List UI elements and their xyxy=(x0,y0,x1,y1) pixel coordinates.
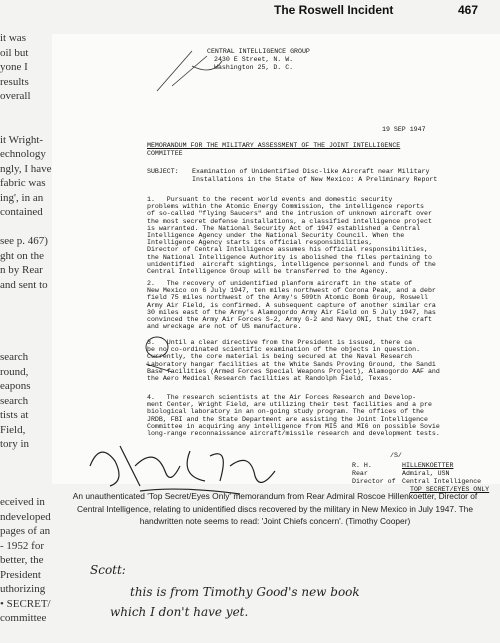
memo-address-line-1: 2430 E Street, N. W. xyxy=(214,56,294,63)
signature-rank: Rear xyxy=(352,470,368,477)
signature-rank-2: Admiral, USN xyxy=(402,470,450,477)
left-column-line: President xyxy=(0,568,41,581)
memo-subject-label: SUBJECT: xyxy=(147,168,179,175)
left-column-line: - 1952 for xyxy=(0,539,44,552)
handwritten-signature xyxy=(80,436,280,496)
left-column-line: fabric was xyxy=(0,177,46,189)
signed-mark: /S/ xyxy=(390,452,402,459)
left-column-line: ing', in an xyxy=(0,191,44,204)
left-column-line: better, the xyxy=(0,554,44,566)
left-column-line: search xyxy=(0,394,29,407)
left-column-line: committee xyxy=(0,612,47,624)
signature-title-1: Director of xyxy=(352,478,396,485)
signature-title-2: Central Intelligence xyxy=(402,478,482,485)
left-column-line: pages of an xyxy=(0,525,51,537)
memo-to-line-2: COMMITTEE xyxy=(147,150,183,157)
left-column-line: search xyxy=(0,351,29,363)
memo-document xyxy=(52,34,500,493)
page-header xyxy=(0,0,500,20)
circled-paragraph-mark xyxy=(142,334,172,374)
handwritten-note xyxy=(90,563,490,633)
memo-paragraph-2: 2. The recovery of unidentified planform aircraft in the state of New Mexico on 6 July 1947, ten miles northwest of Corona Peak, and a debr field 75 miles northwest of the Army's 509th Atomic Bomb Group, Roswell Army Air Field, is confirmed. A subsequent capture of another similar cra 30 miles east of the Army's Alamogordo Army Air Field on 5 July 1947, has convinced the Army Air Forces S-2, Army G-2 and Navy ONI, that the craft and wreckage are not of US manufacture. xyxy=(147,280,436,331)
memo-paragraph-4: 4. The research scientists at the Air Forces Research and Develop- ment Center, Wright Field, are utilizing their test facilities and a pre biological laboratory in an on-going study program. The offices of the JRDB, FBI and the State Department are assisting the Joint Intelligence Committee in acquiring any intelligence from MI5 and MI6 on possible Sovie long-range reconnaissance aircraft/missile research and development tests. xyxy=(147,394,440,438)
left-column-line: eapons xyxy=(0,380,31,392)
left-column-line: Field, xyxy=(0,423,26,436)
left-column-line: ngly, I have xyxy=(0,162,52,175)
left-column-line: see p. 467) xyxy=(0,235,48,247)
memo-subject-line-1: Examination of Unidentified Disc-like Aircraft near Military xyxy=(192,168,430,175)
memo-to-line-1: MEMORANDUM FOR THE MILITARY ASSESSMENT OF THE JOINT INTELLIGENCE xyxy=(147,142,401,149)
memo-date: 19 SEP 1947 xyxy=(382,126,426,133)
memo-subject-line-2: Installations in the State of New Mexico: A Preliminary Report xyxy=(192,176,438,183)
left-column-fragments xyxy=(0,32,52,632)
handnote-line-2: this is from Timothy Good's new book xyxy=(130,585,360,599)
left-column-line: results xyxy=(0,75,29,88)
left-column-line: n by Rear xyxy=(0,264,43,276)
left-column-line: tory in xyxy=(0,438,30,450)
left-column-line: round, xyxy=(0,365,29,378)
running-title: The Roswell Incident xyxy=(274,3,394,17)
left-column-line: ndeveloped xyxy=(0,510,51,523)
left-column-line: oil but xyxy=(0,46,29,59)
handnote-line-3: which I don't have yet. xyxy=(110,605,249,619)
signature-initials: R. H. xyxy=(352,462,372,469)
left-column-line: ght on the xyxy=(0,249,44,262)
memo-paragraph-3: 3. Until a clear directive from the President is issued, there ca be no co-ordinated scientific examination of the objects in question. Currently, the core material is being secured at the Naval Research Laboratory hangar facilities at the White Sands Proving Ground, the Sandi Base facilities (Armed Forces Special Weapons Project), Alamogordo AAF and the Aero Medical Research facilities at Randolph Field, Texas. xyxy=(147,339,440,383)
left-column-line: uthorizing xyxy=(0,583,46,595)
memo-agency: CENTRAL INTELLIGENCE GROUP xyxy=(207,48,310,55)
left-column-line: it was xyxy=(0,32,26,44)
handnote-line-1: Scott: xyxy=(90,563,126,577)
page-number: 467 xyxy=(458,3,479,17)
left-column-line: echnology xyxy=(0,148,46,160)
left-column-line: contained xyxy=(0,206,43,218)
pen-scribble-mark xyxy=(152,46,232,96)
classification-stamp: TOP SECRET/EYES ONLY xyxy=(410,486,490,493)
signature-name: HILLENKOETTER xyxy=(402,462,454,469)
left-column-line: • SECRET/ xyxy=(0,597,51,610)
left-column-line: yone I xyxy=(0,61,28,73)
left-column-line: eceived in xyxy=(0,496,45,508)
left-column-line: overall xyxy=(0,90,31,102)
left-column-line: tists at xyxy=(0,409,29,421)
memo-address-line-2: Washington 25, D. C. xyxy=(214,64,294,71)
left-column-line: and sent to xyxy=(0,278,48,291)
memo-paragraph-1: 1. Pursuant to the recent world events and domestic security problems within the Atomic Energy Commission, the intelligence reports of so-called "flying Saucers" and the intrusion of unknown aircraft over the most secret defense installations, a classified intelligence project is warranted. The National Security Act of 1947 established a Central Intelligence Agency under the National Security Council. When the Intelligence Agency starts its official responsibilities, Director of Central Intelligence assumes his official responsibilities, the National Intelligence Authority is abolished the files pertaining to unidentified aircraft sightings, intelligence personnel and funds of the Central Intelligence Group will be transferred to the Agency. xyxy=(147,196,436,276)
left-column-line: it Wright- xyxy=(0,133,44,146)
figure-caption: An unauthenticated 'Top Secret/Eyes Only' memorandum from Rear Admiral Roscoe Hillenkoetter, Director of Central Intelligence, relating to unidentified discs recovered by the military in New Mexico in July 1947. The handwritten note seems to read: 'Joint Chiefs concern'. (Timothy Cooper) xyxy=(72,491,478,526)
